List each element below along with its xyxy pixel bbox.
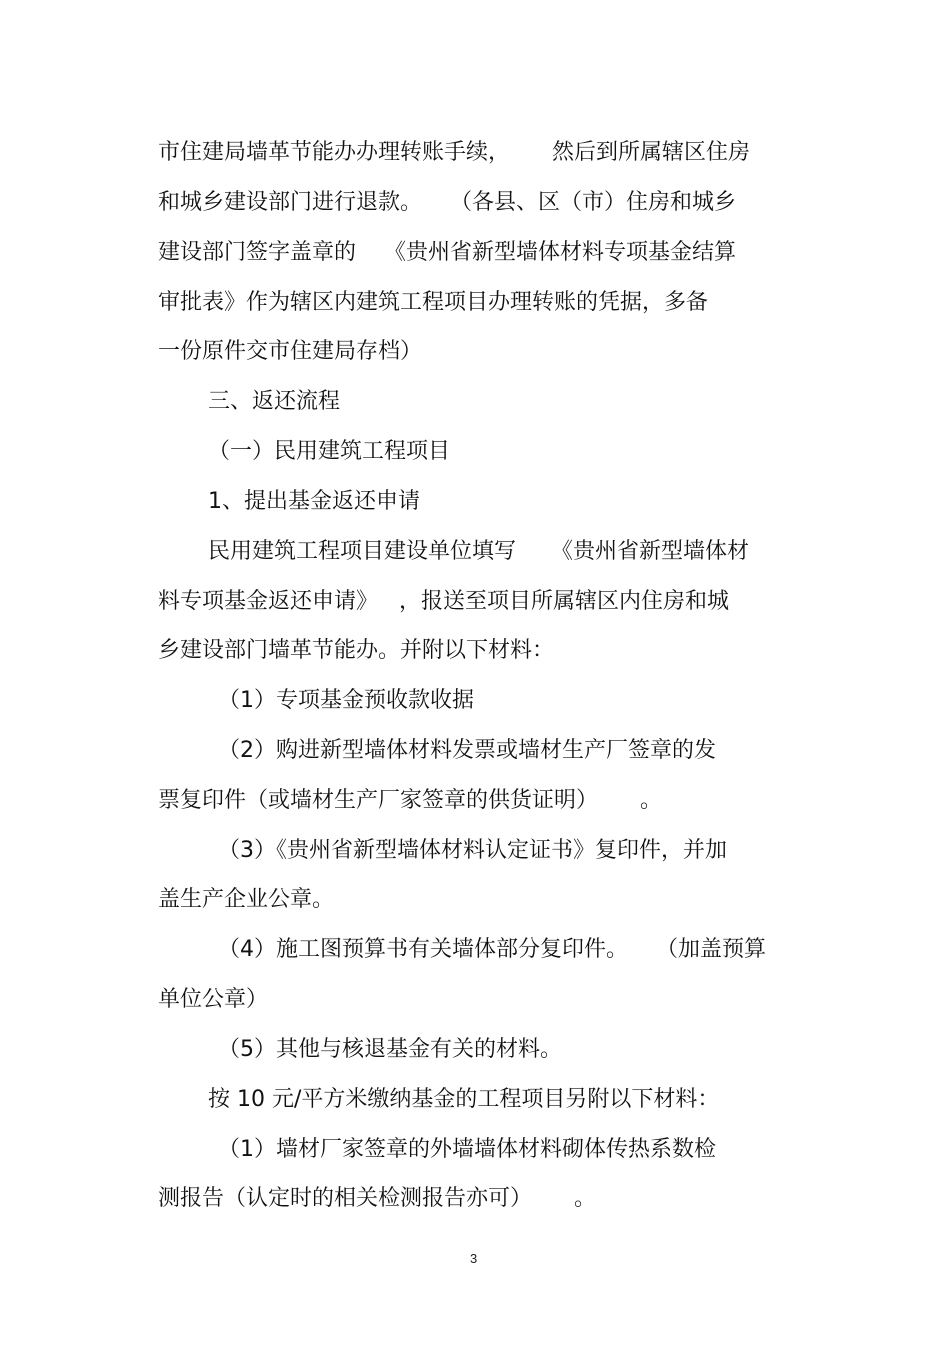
body-text-line: 审批表》作为辖区内建筑工程项目办理转账的凭据，多备 (158, 290, 709, 315)
body-text-line: 按 10 元/平方米缴纳基金的工程项目另附以下材料： (208, 1087, 720, 1112)
list-item: （5）其他与核退基金有关的材料。 (218, 1037, 562, 1062)
body-text-line: 乡建设部门墙革节能办。并附以下材料： (158, 638, 555, 663)
body-text-line: 建设部门签字盖章的 《贵州省新型墙体材料专项基金结算 (158, 240, 736, 265)
body-text-line: 一份原件交市住建局存档） (158, 339, 423, 364)
subsection-heading: （一）民用建筑工程项目 (208, 439, 451, 464)
body-text-line: 市住建局墙革节能办办理转账手续， 然后到所属辖区住房 (158, 140, 750, 165)
list-item: （1）专项基金预收款收据 (218, 688, 474, 713)
body-text-line: 票复印件（或墙材生产厂家签章的供货证明） 。 (158, 788, 662, 813)
list-item: （4）施工图预算书有关墙体部分复印件。 （加盖预算 (218, 937, 766, 962)
body-text-line: 盖生产企业公章。 (158, 887, 335, 912)
body-text-line: 料专项基金返还申请》 ，报送至项目所属辖区内住房和城 (158, 589, 729, 614)
page-number: 3 (470, 1251, 478, 1266)
body-text-line: 单位公章） (158, 987, 269, 1012)
body-text-line: 测报告（认定时的相关检测报告亦可） 。 (158, 1186, 596, 1211)
section-heading: 三、返还流程 (208, 389, 341, 414)
body-text-line: 和城乡建设部门进行退款。 （各县、区（市）住房和城乡 (158, 190, 736, 215)
body-text-line: 民用建筑工程项目建设单位填写 《贵州省新型墙体材 (208, 539, 749, 564)
item-heading: 1、提出基金返还申请 (208, 489, 420, 514)
list-item: （1）墙材厂家签章的外墙墙体材料砌体传热系数检 (218, 1137, 716, 1162)
list-item: （2）购进新型墙体材料发票或墙材生产厂签章的发 (218, 738, 716, 763)
list-item: （3）《贵州省新型墙体材料认定证书》复印件，并加 (218, 838, 727, 863)
